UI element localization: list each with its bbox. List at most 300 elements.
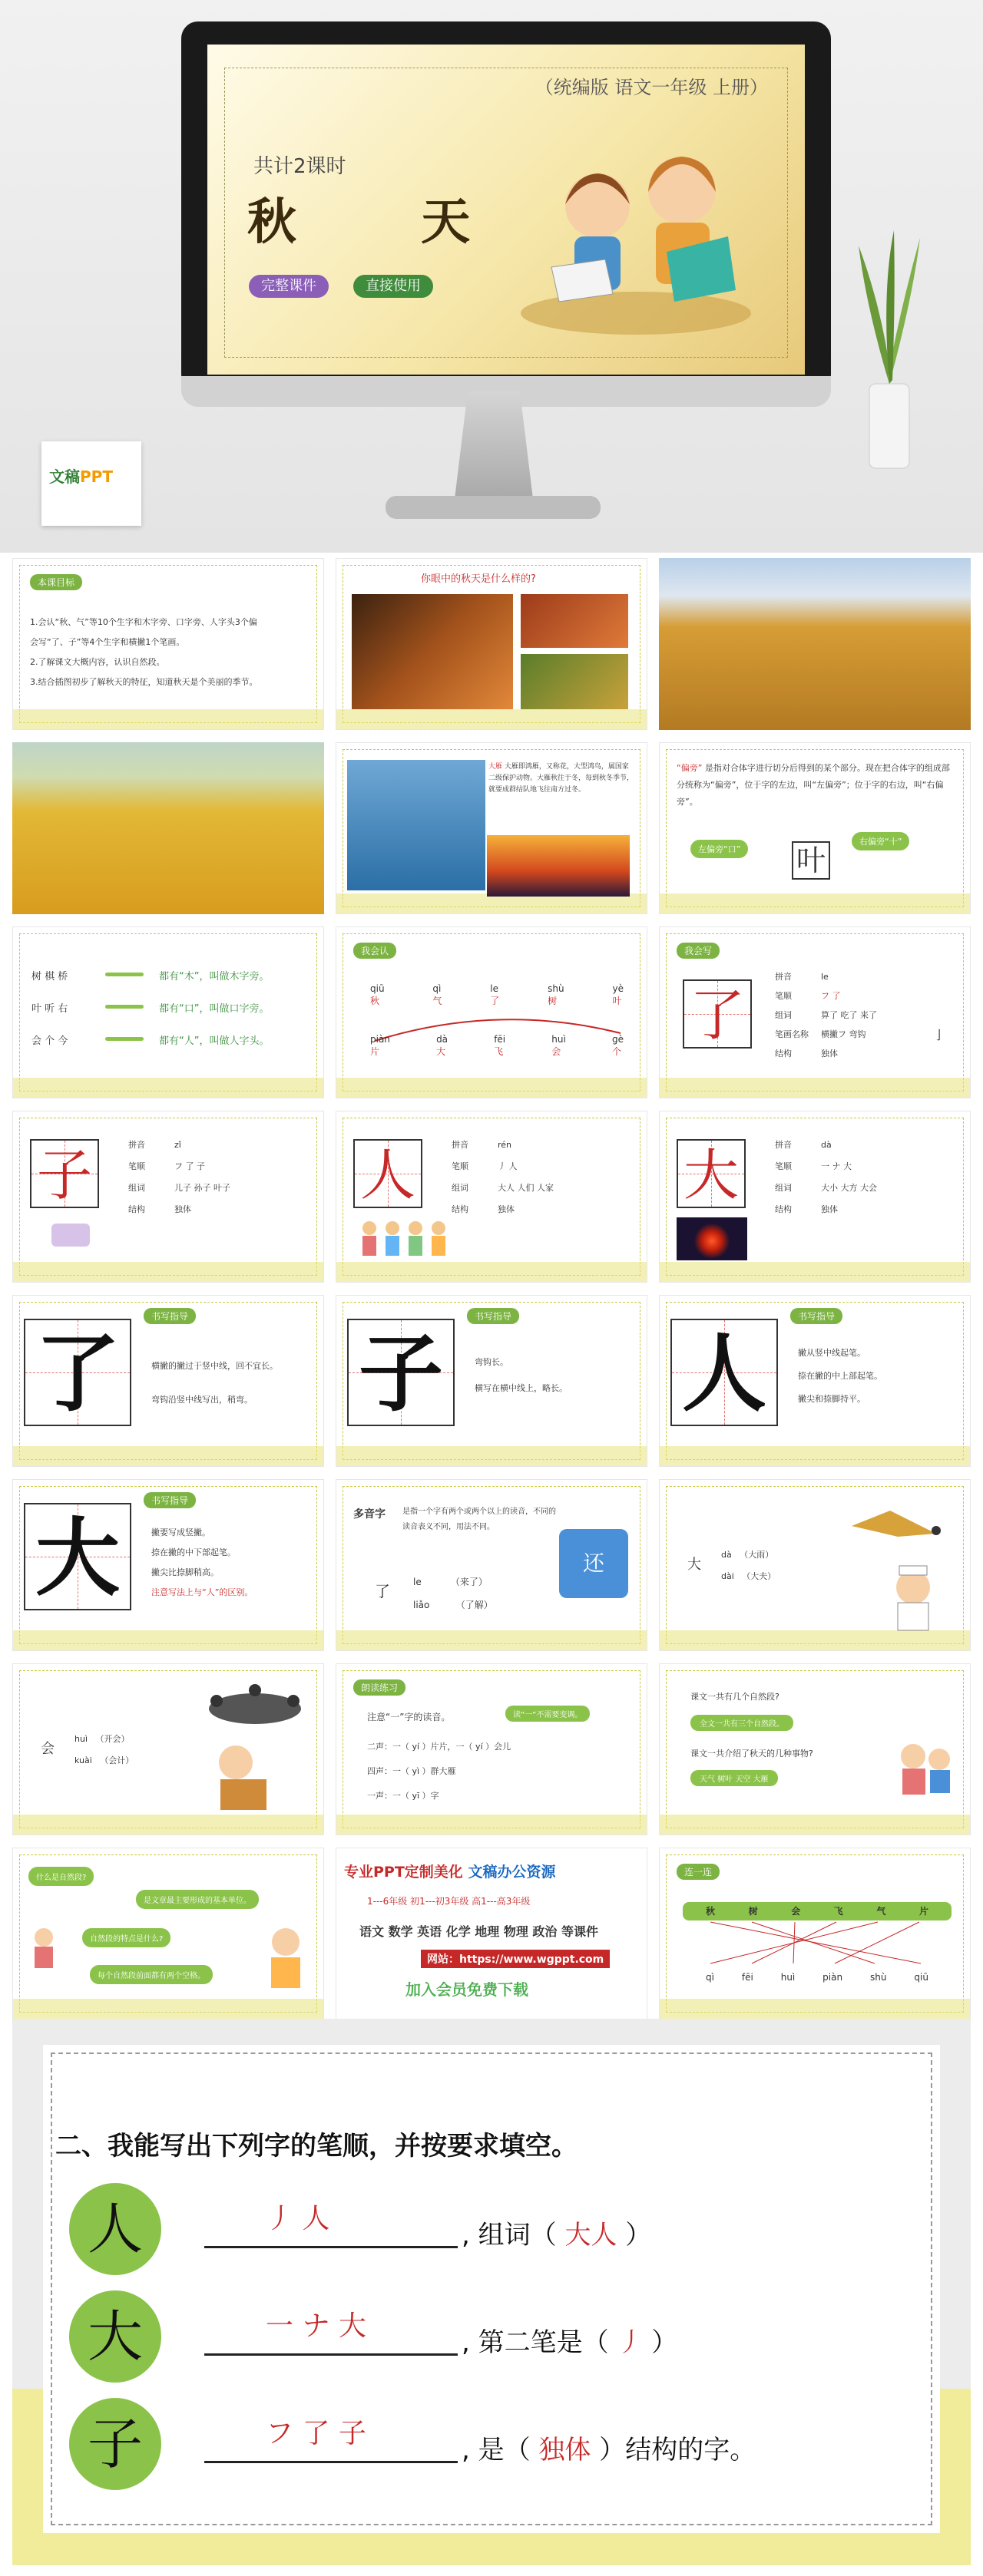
- info-value: 独体: [174, 1204, 191, 1214]
- slide-learn-to-read[interactable]: [336, 926, 647, 1098]
- slide-tag: 我会认: [353, 943, 396, 959]
- info-value: 一 ナ 大: [821, 1161, 852, 1171]
- hanzi: 个: [611, 1046, 621, 1057]
- pinyin: qiū: [370, 983, 385, 994]
- pinyin: le: [490, 983, 499, 994]
- brand-calendar: [41, 441, 141, 526]
- boy-illustration: [259, 1925, 313, 1994]
- ad-subjects: 语文 数学 英语 化学 地理 物理 政治 等课件: [359, 1924, 598, 1939]
- handwritten-answer: 丿: [617, 2327, 644, 2358]
- hanzi: 片: [370, 1046, 380, 1057]
- guidance-line: 撇尖和捺脚持平。: [798, 1394, 866, 1404]
- slide-wheat-field-photo[interactable]: [12, 742, 324, 914]
- info-row: [775, 1006, 877, 1025]
- qa-bubble: 什么是自然段?: [28, 1867, 94, 1886]
- meeting-accountant-illustration: [197, 1678, 313, 1816]
- practice-intro: 注意“一”字的读音。: [367, 1712, 451, 1722]
- guidance-line: 捺在撇的中下部起笔。: [151, 1547, 236, 1557]
- prompt-end: ）结构的字。: [599, 2435, 756, 2465]
- slide-footer-bar: [13, 1999, 323, 2019]
- slide-title: 你眼中的秋天是什么样的?: [421, 573, 536, 585]
- character-grid: [670, 1319, 778, 1426]
- radical-heading: “偏旁”: [677, 763, 703, 773]
- character: 了: [35, 1324, 120, 1423]
- cover-showcase: [0, 0, 983, 553]
- handwritten-answer: 大人: [564, 2220, 617, 2251]
- info-value: le: [821, 972, 829, 982]
- hanzi: 了: [490, 996, 500, 1006]
- slide-footer-bar: [336, 1630, 647, 1650]
- slide-tag: 书写指导: [790, 1308, 842, 1324]
- ad-join[interactable]: 加入会员免费下载: [405, 1980, 528, 1999]
- reading-pinyin: huì: [74, 1734, 88, 1744]
- answer-blank[interactable]: [204, 2202, 458, 2248]
- pinyin: piàn: [370, 1034, 390, 1045]
- info-label: 组词: [452, 1183, 468, 1193]
- guidance-text: [475, 1349, 568, 1402]
- pinyin: shù: [548, 983, 564, 994]
- info-label: 结构: [775, 1049, 792, 1058]
- slide-tag: 连一连: [677, 1864, 720, 1880]
- slide-footer-bar: [660, 1446, 970, 1466]
- info-label: 笔画名称: [775, 1029, 809, 1039]
- match-pinyin-item: huì: [780, 1972, 796, 1983]
- match-char: 片: [918, 1906, 928, 1917]
- polyphonic-char: 大: [687, 1557, 701, 1573]
- slide-footer-bar: [660, 1262, 970, 1282]
- exercise-card: [43, 2045, 940, 2533]
- character: 子: [36, 1143, 92, 1207]
- info-value: 丿 人: [498, 1161, 518, 1171]
- slide-tag: 我会写: [677, 943, 720, 959]
- guidance-line: 撇要写成竖撇。: [151, 1527, 210, 1537]
- polyphonic-readings: [721, 1544, 776, 1587]
- answer-1: 全文一共有三个自然段。: [690, 1715, 793, 1731]
- hanzi: 叶: [612, 996, 622, 1006]
- radical-group-desc: [159, 961, 269, 1058]
- slide-footer-bar: [660, 1815, 970, 1835]
- slide-footer-bar: [13, 1446, 323, 1466]
- guidance-line: 弯钩长。: [475, 1357, 508, 1367]
- reading-row: [413, 1593, 493, 1617]
- guidance-line: 撇尖比捺脚稍高。: [151, 1567, 219, 1577]
- pinyin: huì: [551, 1034, 566, 1045]
- pinyin: dà: [436, 1034, 448, 1045]
- practice-lines: [367, 1735, 511, 1808]
- right-radical-bubble: 右偏旁“十”: [852, 832, 909, 850]
- girl-illustration: [28, 1925, 59, 1971]
- info-row: [775, 986, 877, 1006]
- match-pinyin-item: piàn: [822, 1972, 843, 1983]
- polyphonic-char: 了: [375, 1582, 390, 1600]
- people-illustration: [358, 1219, 450, 1260]
- connector-bar: [105, 1037, 144, 1041]
- info-value: dà: [821, 1140, 832, 1150]
- potted-plant-illustration: [859, 230, 920, 476]
- ad-grades: 1---6年级 初1---初3年级 高1---高3年级: [367, 1896, 531, 1907]
- match-pinyin-item: shù: [870, 1972, 887, 1983]
- radical-group-chars: [31, 961, 68, 1058]
- match-char: 秋: [706, 1906, 716, 1917]
- slide-footer-bar: [13, 1078, 323, 1098]
- reading-pinyin: dài: [721, 1571, 734, 1581]
- info-value: 独体: [821, 1049, 838, 1058]
- group-desc: 都有“木”，叫做木字旁。: [159, 971, 270, 983]
- handwritten-stroke-order: フ 了 子: [266, 2418, 366, 2449]
- sunset-geese-photo: [487, 835, 630, 897]
- slide-objectives[interactable]: [12, 558, 324, 730]
- hanzi: 大: [436, 1046, 446, 1057]
- group-desc: 都有“人”，叫做人字头。: [159, 1035, 270, 1047]
- read-char: [370, 983, 385, 1007]
- cover-edition: （统编版 语文一年级 上册）: [535, 77, 768, 98]
- character-info: [775, 967, 877, 1063]
- read-char: [613, 983, 624, 1007]
- pinyin: gè: [611, 1034, 624, 1045]
- reading-example: （大雨）: [740, 1550, 774, 1560]
- slide-tag: 书写指导: [467, 1308, 519, 1324]
- reading-example: （了解）: [455, 1600, 493, 1610]
- prompt-mid: , 是（: [462, 2435, 531, 2465]
- direct-use-button[interactable]: 直接使用: [353, 275, 433, 298]
- read-char: [370, 1033, 390, 1058]
- reading-children-illustration: [521, 137, 751, 336]
- radical-text: [677, 760, 953, 811]
- slide-guide-zi[interactable]: [336, 1295, 647, 1467]
- handwritten-answer: 独体: [538, 2435, 591, 2465]
- guidance-text: [151, 1523, 253, 1603]
- info-row: [775, 967, 877, 986]
- slide-paragraph-qa[interactable]: [12, 1848, 324, 2020]
- reading-row: [413, 1570, 493, 1593]
- character: 子: [359, 1324, 443, 1423]
- match-pinyin-item: qì: [706, 1972, 714, 1983]
- slide-footer-bar: [660, 1078, 970, 1098]
- practice-line: 二声：一（ yí ）片片，一（ yí ）会儿: [367, 1742, 511, 1752]
- ad-headline-brand: 文稿办公资源: [468, 1864, 556, 1881]
- polyphonic-definition: 是指一个字有两个或两个以上的读音，不同的读音表义不同，用法不同。: [402, 1508, 556, 1531]
- sun-photo: [677, 1217, 747, 1260]
- slide-polyphonic-da[interactable]: [659, 1479, 971, 1651]
- info-value: 横撇フ 弯钩: [821, 1029, 866, 1039]
- slide-autumn-question[interactable]: [336, 558, 647, 730]
- info-row: [128, 1199, 230, 1220]
- exercise-prompt: [462, 2429, 756, 2466]
- info-label: 结构: [128, 1204, 145, 1214]
- slide-guide-le[interactable]: [12, 1295, 324, 1467]
- character-grid: [347, 1319, 455, 1426]
- guidance-text: [798, 1342, 882, 1411]
- slide-char-ren[interactable]: [336, 1111, 647, 1283]
- character: 人: [682, 1324, 766, 1423]
- prompt-end: ）: [625, 2220, 652, 2251]
- match-char: 气: [876, 1906, 886, 1917]
- cover-title: 秋 天: [247, 193, 525, 251]
- info-row: [775, 1044, 877, 1063]
- info-label: 组词: [775, 1010, 792, 1020]
- slide-footer-bar: [660, 893, 970, 913]
- match-lines: [690, 1920, 944, 1967]
- polyphonic-readings: [74, 1729, 134, 1772]
- info-label: 组词: [775, 1183, 792, 1193]
- geese-text: 大雁即鸿雁，又称花，大型鸿鸟，属国家二级保护动物。大雁秋往于冬，每到秋冬季节，就要成群结队地飞往南方过冬。: [488, 763, 634, 794]
- info-value: 大小 大方 大会: [821, 1183, 877, 1193]
- exercise-char: 大: [69, 2290, 161, 2383]
- slide-guide-da[interactable]: [12, 1479, 324, 1651]
- info-row: [128, 1177, 230, 1199]
- brand-logo: [49, 464, 113, 487]
- slide-comprehension[interactable]: [659, 1663, 971, 1835]
- info-label: 笔顺: [775, 1161, 792, 1171]
- full-course-button[interactable]: 完整课件: [249, 275, 329, 298]
- reading-row: [74, 1729, 134, 1750]
- objective-line: 会写“了、子”等4个生字和横撇1个笔画。: [30, 637, 185, 647]
- character-box: [30, 1139, 99, 1208]
- exercise-prompt: [462, 2214, 651, 2251]
- info-row: [775, 1177, 877, 1199]
- info-row: [128, 1134, 230, 1156]
- info-label: 笔顺: [775, 991, 792, 1001]
- polyphonic-heading: 多音字: [353, 1508, 386, 1521]
- char-group: 树 棋 桥: [31, 971, 68, 983]
- character-info: [452, 1134, 554, 1220]
- slide-write-le[interactable]: [659, 926, 971, 1098]
- prompt-end: ）: [651, 2327, 678, 2358]
- guidance-text: [151, 1349, 278, 1417]
- info-label: 拼音: [452, 1140, 468, 1150]
- character: 人: [359, 1143, 415, 1207]
- info-row: [775, 1199, 877, 1220]
- info-value: rén: [498, 1140, 512, 1150]
- hook-stroke: 亅: [933, 1028, 946, 1042]
- geese-photo: [347, 760, 485, 890]
- info-label: 笔顺: [128, 1161, 145, 1171]
- reading-example: （开会）: [95, 1734, 130, 1744]
- slide-guide-ren[interactable]: [659, 1295, 971, 1467]
- example-character: 叶: [792, 841, 830, 880]
- exercise-char: 人: [69, 2183, 161, 2275]
- question-2: 课文一共介绍了秋天的几种事物?: [690, 1749, 813, 1759]
- read-char: [490, 983, 499, 1007]
- character-box: [683, 979, 752, 1049]
- info-label: 笔顺: [452, 1161, 468, 1171]
- qa-bubble: 每个自然段前面都有两个空格。: [90, 1965, 213, 1984]
- info-row: [128, 1156, 230, 1177]
- slide-footer-bar: [336, 709, 647, 729]
- baby-illustration: [51, 1224, 90, 1247]
- character-grid: [24, 1503, 131, 1610]
- reading-row: [721, 1566, 776, 1587]
- reading-pinyin: liǎo: [413, 1600, 430, 1610]
- guidance-line: 注意写法上与“人”的区别。: [151, 1587, 253, 1597]
- character: 大: [35, 1508, 120, 1607]
- reading-pinyin: le: [413, 1577, 422, 1587]
- connector-bar: [105, 1005, 144, 1009]
- brand-logo-sub: PPT: [80, 467, 113, 486]
- hanzi: 树: [548, 996, 558, 1006]
- match-char: 会: [791, 1906, 801, 1917]
- reading-example: （会计）: [100, 1755, 134, 1765]
- slide-advertisement[interactable]: [336, 1848, 647, 2020]
- info-row: [452, 1177, 554, 1199]
- info-row: [452, 1156, 554, 1177]
- group-desc: 都有“口”，叫做口字旁。: [159, 1003, 270, 1015]
- read-char: [436, 1033, 448, 1058]
- goose-doctor-illustration: [844, 1503, 959, 1633]
- guidance-line: 横写在横中线上，略长。: [475, 1383, 568, 1393]
- match-char: 树: [748, 1906, 758, 1917]
- match-pinyin-item: fēi: [741, 1972, 753, 1983]
- objectives-text: [30, 613, 258, 692]
- question-1: 课文一共有几个自然段?: [690, 1692, 779, 1702]
- slide-footer-bar: [13, 709, 323, 729]
- reading-example: （大夫）: [742, 1571, 776, 1581]
- exercise-question: 二、我能写出下列字的笔顺，并按要求填空。: [55, 2131, 578, 2162]
- info-value: フ 了 子: [174, 1161, 205, 1171]
- hanzi: 气: [432, 996, 442, 1006]
- hanzi: 飞: [494, 1046, 504, 1057]
- info-label: 拼音: [775, 1140, 792, 1150]
- reading-pinyin: kuài: [74, 1755, 92, 1765]
- match-pinyin: [706, 1968, 928, 1986]
- harvest-photo: [521, 654, 628, 709]
- exercise-char: 子: [69, 2398, 161, 2490]
- info-row: [452, 1199, 554, 1220]
- prompt-mid: , 组词（: [462, 2220, 557, 2251]
- reading-row: [74, 1750, 134, 1772]
- slide-polyphonic-hui[interactable]: [12, 1663, 324, 1835]
- ad-headline: [344, 1861, 555, 1881]
- character-info: [128, 1134, 230, 1220]
- practice-note: 读“一”不需要变调。: [505, 1706, 590, 1722]
- slide-wild-geese[interactable]: [336, 742, 647, 914]
- guidance-line: 横撇的撇过于竖中线，回不宜长。: [151, 1361, 278, 1371]
- geese-description: [488, 761, 634, 796]
- slide-footer-bar: [336, 1446, 647, 1466]
- info-label: 组词: [128, 1183, 145, 1193]
- slide-reading-practice[interactable]: [336, 1663, 647, 1835]
- info-label: 结构: [452, 1204, 468, 1214]
- connector-bar: [105, 973, 144, 976]
- reading-pinyin: dà: [721, 1550, 732, 1560]
- reading-row: [721, 1544, 776, 1566]
- info-value: 算了 吃了 来了: [821, 1010, 877, 1020]
- info-label: 拼音: [128, 1140, 145, 1150]
- match-pinyin-item: qiū: [914, 1972, 928, 1983]
- polyphonic-sign: 还: [559, 1529, 628, 1598]
- cover-slide: [207, 45, 805, 375]
- squirrel-photo: [352, 594, 513, 709]
- qa-bubble: 自然段的特点是什么?: [82, 1928, 170, 1947]
- pinyin: yè: [612, 983, 624, 994]
- slide-footer-bar: [660, 1999, 970, 2019]
- match-char: 飞: [833, 1906, 843, 1917]
- read-char: [548, 983, 564, 1007]
- slide-harvest-field-photo[interactable]: [659, 558, 971, 730]
- pinyin: fēi: [494, 1034, 506, 1045]
- hanzi: 秋: [370, 996, 380, 1006]
- polyphonic-readings: [413, 1570, 493, 1617]
- practice-line: 一声：一（ yī ）字: [367, 1791, 439, 1801]
- left-radical-bubble: 左偏旁“口”: [690, 840, 748, 858]
- guidance-line: 撇从竖中线起笔。: [798, 1348, 866, 1358]
- handwritten-stroke-order: 一 ナ 大: [266, 2310, 366, 2342]
- info-row: [775, 1156, 877, 1177]
- slide-char-da[interactable]: [659, 1111, 971, 1283]
- info-value: 独体: [821, 1204, 838, 1214]
- guidance-line: 弯钩沿竖中线写出，稍弯。: [151, 1395, 253, 1405]
- slide-radical-definition[interactable]: [659, 742, 971, 914]
- slide-tag: 本课目标: [30, 574, 82, 590]
- read-char: [612, 1033, 624, 1058]
- info-value: 儿子 孙子 叶子: [174, 1183, 230, 1193]
- ad-website[interactable]: 网站：https://www.wgppt.com: [421, 1950, 610, 1968]
- practice-line: 四声：一（ yì ）群大雁: [367, 1766, 456, 1776]
- slide-footer-bar: [336, 1078, 647, 1098]
- pinyin: qì: [432, 983, 442, 994]
- char-group: 叶 听 右: [31, 1003, 68, 1015]
- character: 大: [683, 1143, 739, 1207]
- reading-kids-illustration: [890, 1733, 959, 1810]
- monitor-base: [386, 496, 601, 519]
- read-char: [551, 1033, 566, 1058]
- radical-definition: 是指对合体字进行切分后得到的某个部分。现在把合体字的组成部分统称为“偏旁”，位于字的左边，叫“左偏旁”；位于字的右边，叫“右偏旁”。: [677, 763, 950, 807]
- objective-line: 2.了解课文大概内容，认识自然段。: [30, 657, 165, 667]
- slide-tag: 书写指导: [144, 1308, 196, 1324]
- exercise-prompt: [462, 2321, 677, 2359]
- read-row-bottom: [370, 1033, 624, 1058]
- slide-footer-bar: [336, 1815, 647, 1835]
- brand-logo-main: 文稿: [49, 467, 80, 486]
- read-char: [432, 983, 442, 1007]
- answer-2: 天气 树叶 天空 大雁: [690, 1770, 778, 1786]
- char-group: 会 个 今: [31, 1035, 68, 1047]
- objective-line: 3.结合插图初步了解秋天的特征，知道秋天是个美丽的季节。: [30, 677, 258, 687]
- slide-char-zi[interactable]: [12, 1111, 324, 1283]
- reading-example: （来了）: [450, 1577, 488, 1587]
- info-value: 大人 人们 人家: [498, 1183, 554, 1193]
- character-box: [677, 1139, 746, 1208]
- slide-polyphonic[interactable]: [336, 1479, 647, 1651]
- character-info: [775, 1134, 877, 1220]
- info-label: 拼音: [775, 972, 792, 982]
- read-char: [494, 1033, 505, 1058]
- hanzi: 会: [551, 1046, 561, 1057]
- slide-tag: 书写指导: [144, 1492, 196, 1508]
- read-row-top: [370, 983, 624, 1007]
- character-box: [353, 1139, 422, 1208]
- character-grid: [24, 1319, 131, 1426]
- slide-footer-bar: [13, 1815, 323, 1835]
- cover-lessons: 共计2课时: [253, 155, 346, 178]
- monitor-stand: [429, 391, 559, 499]
- ad-headline-main: 专业PPT定制美化: [344, 1864, 463, 1881]
- info-value: 独体: [498, 1204, 515, 1214]
- guidance-line: 捺在撇的中上部起笔。: [798, 1371, 882, 1381]
- match-characters: [706, 1902, 928, 1920]
- slide-footer-bar: [13, 1630, 323, 1650]
- slide-footer-bar: [336, 1262, 647, 1282]
- slide-tag: 朗读练习: [353, 1679, 405, 1696]
- slide-radical-groups[interactable]: [12, 926, 324, 1098]
- info-label: 结构: [775, 1204, 792, 1214]
- info-row: [775, 1134, 877, 1156]
- info-row: [452, 1134, 554, 1156]
- slide-matching[interactable]: [659, 1848, 971, 2020]
- leaves-photo: [521, 594, 628, 648]
- info-value: zǐ: [174, 1140, 181, 1150]
- info-value: フ 了: [821, 991, 841, 1001]
